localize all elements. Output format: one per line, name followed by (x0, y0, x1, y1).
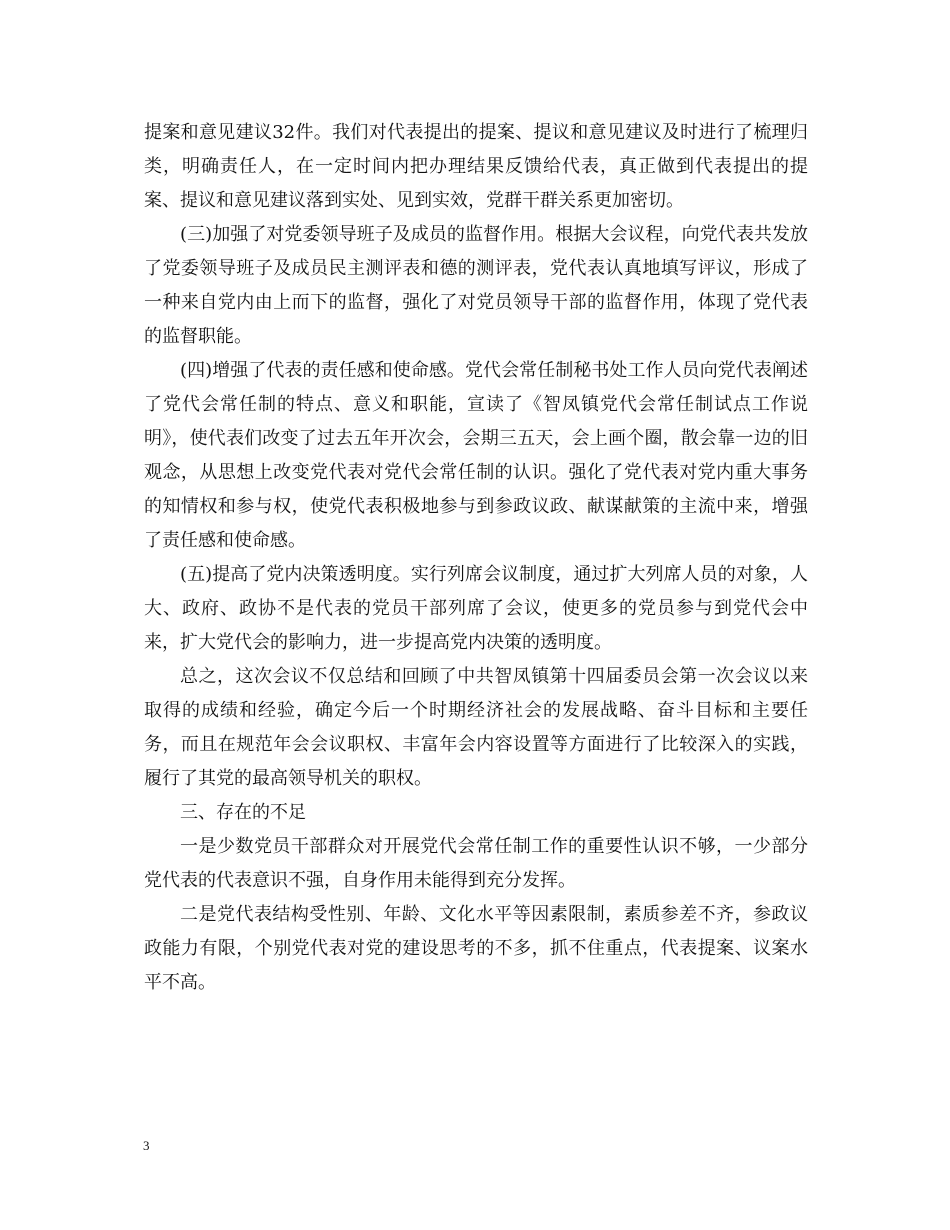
paragraph-summary: 总之，这次会议不仅总结和回顾了中共智凤镇第十四届委员会第一次会议以来取得的成绩和经验，确定今后一个时期经济社会的发展战略、奋斗目标和主要任务，而且在规范年会会议职权、丰富年会内容设置等方面进行了比较深入的实践，履行了其党的最高领导机关的职权。 (144, 666, 808, 789)
paragraph-shortcoming-two: 二是党代表结构受性别、年龄、文化水平等因素限制，素质参差不齐，参政议政能力有限，个别党代表对党的建设思考的不多，抓不住重点，代表提案、议案水平不高。 (144, 904, 808, 993)
paragraph-transparency: (五)提高了党内决策透明度。实行列席会议制度，通过扩大列席人员的对象，人大、政府、政协不是代表的党员干部列席了会议，使更多的党员参与到党代会中来，扩大党代会的影响力，进一步提高党内决策的透明度。 (144, 564, 808, 653)
document-body (144, 116, 808, 1000)
paragraph-continuation: 提案和意见建议32件。我们对代表提出的提案、提议和意见建议及时进行了梳理归类，明确责任人，在一定时间内把办理结果反馈给代表，真正做到代表提出的提案、提议和意见建议落到实处、见到实效，党群干群关系更加密切。 (144, 122, 808, 211)
paragraph-supervision: (三)加强了对党委领导班子及成员的监督作用。根据大会议程，向党代表共发放了党委领导班子及成员民主测评表和德的测评表，党代表认真地填写评议，形成了一种来自党内由上而下的监督，强化了对党员领导干部的监督作用，体现了党代表的监督职能。 (144, 224, 808, 347)
section-heading-shortcomings: 三、存在的不足 (180, 802, 306, 823)
page-number: 3 (143, 1138, 150, 1153)
paragraph-responsibility: (四)增强了代表的责任感和使命感。党代会常任制秘书处工作人员向党代表阐述了党代会常任制的特点、意义和职能，宣读了《智凤镇党代会常任制试点工作说明》，使代表们改变了过去五年开次会，会期三五天，会上画个圈，散会靠一边的旧观念，从思想上改变党代表对党代会常任制的认识。强化了党代表对党内重大事务的知情权和参与权，使党代表积极地参与到参政议政、献谋献策的主流中来，增强了责任感和使命感。 (144, 360, 808, 551)
paragraph-shortcoming-one: 一是少数党员干部群众对开展党代会常任制工作的重要性认识不够，一少部分党代表的代表意识不强，自身作用未能得到充分发挥。 (144, 836, 808, 891)
